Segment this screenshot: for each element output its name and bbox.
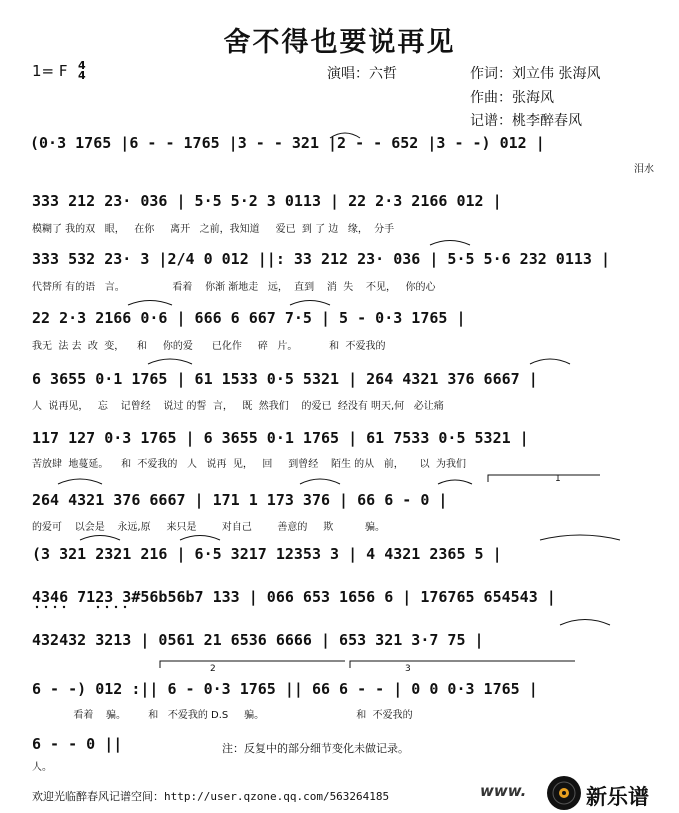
slur bbox=[180, 536, 220, 541]
transcriber-credit: 记谱：桃李醉春风 bbox=[470, 113, 582, 129]
octave-dot bbox=[97, 606, 99, 608]
score-row-11-notes: 6 - -) 012 :|| 6 - 0·3 1765 || 66 6 - - | 0 0 0·3 1765 | bbox=[32, 680, 538, 698]
score-row-12-notes: 6 - - 0 || bbox=[32, 735, 123, 753]
slur bbox=[300, 479, 340, 484]
score-row-9-notes: 4346 7123 3#56b56b7 133 | 066 653 1656 6 | 176765 654543 | bbox=[32, 588, 556, 606]
score-row-6-notes: 117 127 0·3 1765 | 6 3655 0·1 1765 | 61 7533 0·5 5321 | bbox=[32, 429, 529, 447]
slur bbox=[530, 359, 570, 364]
score-row-7-lyrics: 的爱可 以会是 永远,原 来只是 对自己 善意的 欺 骗。 bbox=[32, 522, 386, 533]
footer-visit-text: 欢迎光临醉春风记谱空间：http://user.qzone.qq.com/563264185 bbox=[32, 790, 390, 803]
slur bbox=[438, 480, 472, 484]
time-sig-bottom: 4 bbox=[78, 69, 86, 82]
logo-text: 新乐谱 bbox=[586, 785, 649, 809]
slur bbox=[128, 301, 172, 306]
score-row-7-notes: 264 4321 376 6667 | 171 1 173 376 | 66 6 - 0 | bbox=[32, 491, 448, 509]
score-row-3-lyrics: 代替所 有的语 言。 看着 你渐 渐地走 远， 直到 消 失 不见， 你的心 bbox=[32, 282, 436, 293]
singer-credit: 演唱：六哲 bbox=[327, 66, 397, 82]
score-row-8-notes: (3 321 2321 216 | 6·5 3217 12353 3 | 4 4321 2365 5 | bbox=[32, 545, 502, 563]
volta-bracket-1 bbox=[488, 475, 600, 482]
volta-label-2: 2 bbox=[210, 664, 216, 674]
score-row-4-notes: 22 2·3 2166 0·6 | 666 6 667 7·5 | 5 - 0·3 1765 | bbox=[32, 309, 466, 327]
octave-dot bbox=[63, 606, 65, 608]
score-row-4-lyrics: 我无 法 去 改 变， 和 你的爱 已化作 碎 片。 和 不爱我的 bbox=[32, 341, 386, 352]
score-row-1-lyrics: 泪水 bbox=[634, 164, 654, 175]
slur bbox=[290, 301, 330, 306]
score-row-12-lyrics: 人。 bbox=[32, 762, 52, 773]
slur bbox=[148, 359, 192, 364]
score-row-10-notes: 432432 3213 | 0561 21 6536 6666 | 653 321 3·7 75 | bbox=[32, 631, 484, 649]
composer-credit: 作曲：张海风 bbox=[470, 90, 554, 106]
octave-dot bbox=[115, 606, 117, 608]
slur bbox=[540, 535, 620, 540]
octave-dot bbox=[124, 606, 126, 608]
octave-dot bbox=[36, 606, 38, 608]
score-row-5-lyrics: 人 说再见， 忘 记曾经 说过 的誓 言， 既 然我们 的爱已 经没有 明天,何 必让痛 bbox=[32, 401, 444, 412]
slur bbox=[330, 133, 360, 138]
slur bbox=[58, 479, 102, 484]
octave-dot bbox=[45, 606, 47, 608]
score-row-6-lyrics: 苦放肆 地蔓延。 和 不爱我的 人 说再 见， 回 到曾经 陌生 的从 前， 以 为我们 bbox=[32, 459, 466, 470]
score-row-2-notes: 333 212 23· 036 | 5·5 5·2 3 0113 | 22 2·3 2166 012 | bbox=[32, 192, 502, 210]
lyricist-credit: 作词：刘立伟 张海风 bbox=[470, 66, 601, 82]
time-sig-top: 4 bbox=[78, 59, 86, 72]
slur bbox=[80, 536, 120, 541]
octave-dot bbox=[54, 606, 56, 608]
score-row-2-lyrics: 模糊了 我的双 眼， 在你 离开 之前，我知道 爱已 到 了 边 缘， 分手 bbox=[32, 224, 395, 235]
octave-dot bbox=[106, 606, 108, 608]
score-row-11-lyrics: 看着 骗。 和 不爱我的 D.S 骗。 和 不爱我的 bbox=[32, 710, 413, 721]
score-row-1-notes: (0·3 1765 |6 - - 1765 |3 - - 321 |2 - - 652 |3 - -) 012 | bbox=[30, 134, 545, 152]
transcription-note: 注：反复中的部分细节变化未做记录。 bbox=[222, 742, 409, 755]
volta-label-1: 1 bbox=[555, 474, 561, 484]
volta-label-3: 3 bbox=[405, 664, 411, 674]
watermark-www: www. bbox=[480, 782, 527, 800]
volta-bracket-3 bbox=[350, 661, 575, 668]
score-row-3-notes: 333 532 23· 3 |2/4 0 012 ||: 33 212 23· 036 | 5·5 5·6 232 0113 | bbox=[32, 250, 610, 268]
key-signature: 1= F bbox=[32, 62, 68, 80]
slur bbox=[430, 241, 470, 246]
song-title: 舍不得也要说再见 bbox=[223, 27, 456, 58]
score-row-5-notes: 6 3655 0·1 1765 | 61 1533 0·5 5321 | 264 4321 376 6667 | bbox=[32, 370, 538, 388]
volta-bracket-2 bbox=[160, 661, 345, 668]
slur bbox=[560, 620, 610, 626]
